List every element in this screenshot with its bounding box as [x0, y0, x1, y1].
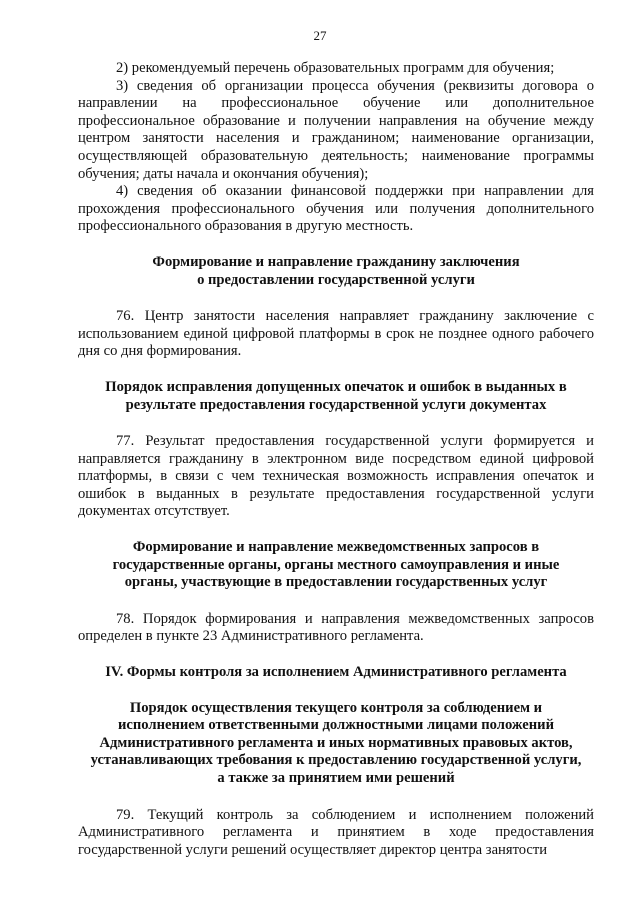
heading-line: органы, участвующие в предоставлении государственных услуг — [124, 574, 548, 591]
heading-line: Формирование и направление межведомственных запросов в — [132, 539, 540, 556]
heading-line: а также за принятием ими решений — [217, 770, 455, 786]
heading-line: результате предоставления государственной услуги документах — [125, 396, 547, 413]
paragraph-79: 79. Текущий контроль за соблюдением и исполнением положений Административного регламента и принятием в ходе предоставления государственной услуги решений осуществляет директор центра занятости — [78, 806, 594, 858]
section-heading-corrections — [78, 379, 594, 414]
heading-line: Порядок исправления допущенных опечаток и ошибок в выданных в — [105, 378, 567, 395]
heading-line: о предоставлении государственной услуги — [197, 271, 475, 288]
paragraph-77: 77. Результат предоставления государственной услуги формируется и направляется гражданину в электронном виде посредством единой цифровой платформы, в связи с чем техническая возможность исправления опечаток и ошибок в выданных в результате предоставления государственной услуги документах отсутствует. — [78, 433, 594, 520]
page-body — [78, 60, 594, 859]
heading-line: устанавливающих требования к предоставлению государственной услуги, — [90, 752, 582, 769]
heading-line: исполнением ответственными должностными лицами положений — [118, 717, 554, 734]
list-item-3: 3) сведения об организации процесса обучения (реквизиты договора о направлении на профессиональное обучение или дополнительное профессиональное образование и получении направления на обучение между центром занятости населения и гражданином; наименование организации, осуществляющей образовательную деятельность; наименование программы обучения; даты начала и окончания обучения); — [78, 77, 594, 182]
section-heading-current-control — [78, 700, 594, 788]
list-item-2: 2) рекомендуемый перечень образовательных программ для обучения; — [116, 60, 555, 76]
heading-line: Административного регламента и иных нормативных правовых актов, — [99, 734, 573, 751]
heading-line: Порядок осуществления текущего контроля за соблюдением и — [129, 699, 543, 716]
paragraph-78: 78. Порядок формирования и направления межведомственных запросов определен в пункте 23 Административного регламента. — [78, 610, 594, 645]
chapter-title: IV. Формы контроля за исполнением Административного регламента — [105, 664, 567, 681]
section-heading-interagency-requests — [78, 539, 594, 592]
paragraph-76: 76. Центр занятости населения направляет гражданину заключение с использованием единой цифровой платформы в срок не позднее одного рабочего дня со дня формирования. — [78, 308, 594, 360]
heading-line: Формирование и направление гражданину заключения — [152, 253, 520, 270]
list-item-4: 4) сведения об оказании финансовой поддержки при направлении для прохождения профессионального обучения или получения дополнительного профессионального образования в другую местность. — [78, 183, 594, 235]
page-number: 27 — [313, 28, 327, 43]
section-heading-conclusion — [78, 254, 594, 289]
heading-line: государственные органы, органы местного самоуправления и иные — [112, 556, 560, 573]
